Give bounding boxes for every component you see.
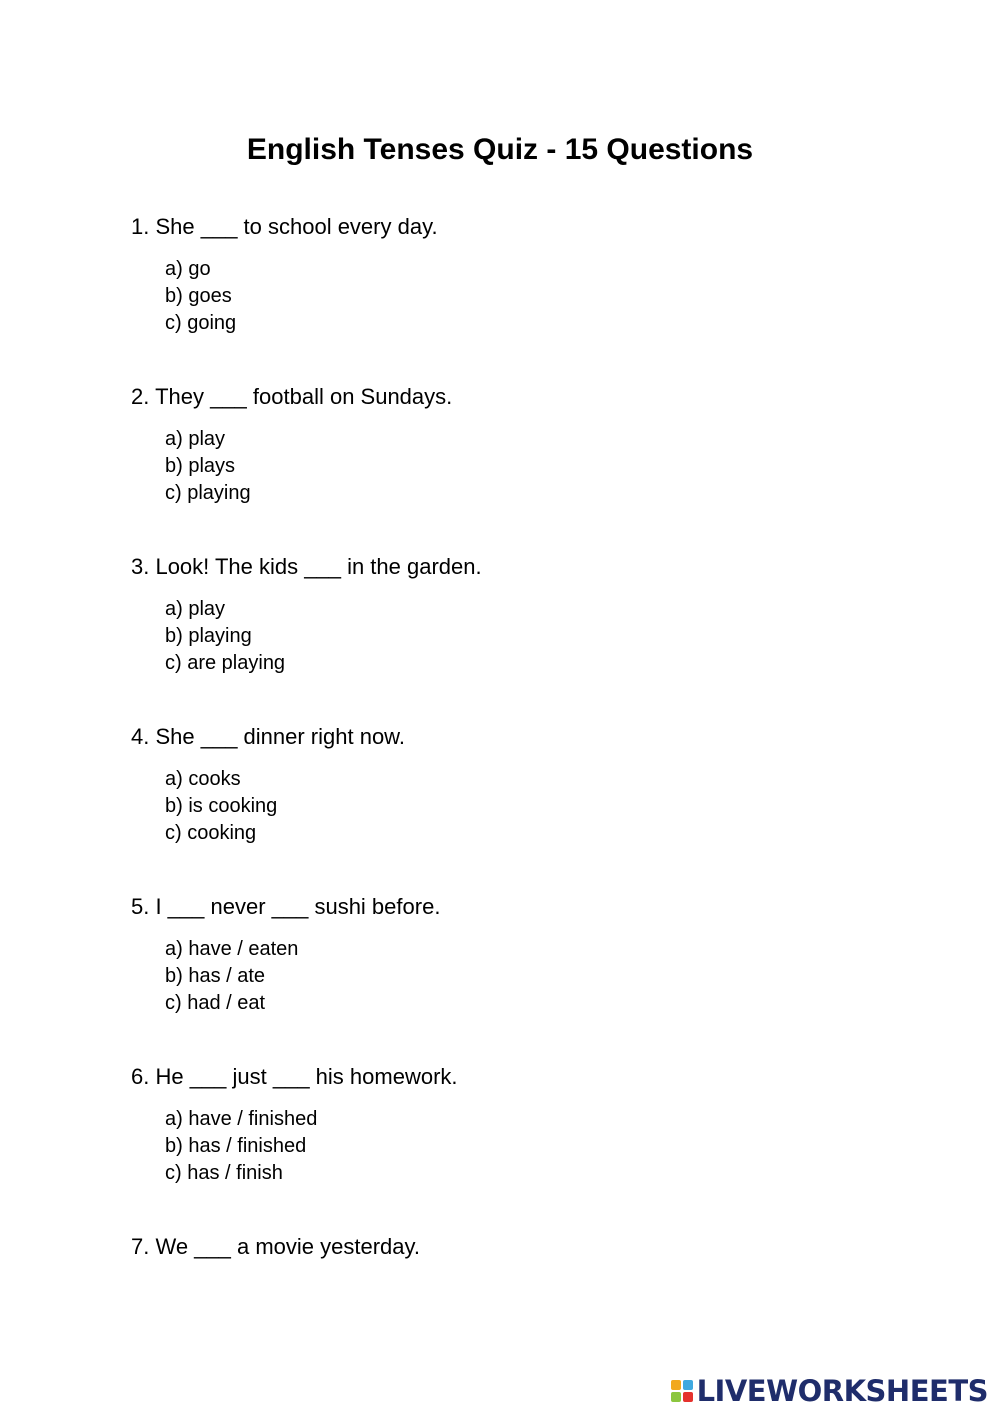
question-text: 2. They ___ football on Sundays.	[131, 384, 453, 409]
question-text: 6. He ___ just ___ his homework.	[131, 1064, 458, 1089]
option-a[interactable]: a) go	[165, 258, 211, 280]
option-a[interactable]: a) play	[165, 598, 226, 620]
option-list	[131, 596, 931, 677]
option-list	[131, 1106, 931, 1187]
question-3	[131, 550, 931, 720]
logo-square-icon	[683, 1392, 693, 1402]
option-list	[131, 426, 931, 507]
option-c[interactable]: c) has / finish	[165, 1162, 283, 1184]
option-b[interactable]: b) has / finished	[165, 1135, 307, 1157]
option-c[interactable]: c) are playing	[165, 652, 286, 674]
option-a[interactable]: a) have / eaten	[165, 938, 299, 960]
question-2	[131, 380, 931, 550]
logo-square-icon	[671, 1392, 681, 1402]
option-b[interactable]: b) is cooking	[165, 795, 278, 817]
option-b[interactable]: b) has / ate	[165, 965, 266, 987]
logo-square-icon	[683, 1380, 693, 1390]
option-list	[131, 766, 931, 847]
question-text: 7. We ___ a movie yesterday.	[131, 1234, 420, 1259]
question-text: 3. Look! The kids ___ in the garden.	[131, 554, 482, 579]
option-a[interactable]: a) cooks	[165, 768, 241, 790]
option-a[interactable]: a) play	[165, 428, 226, 450]
question-list	[131, 210, 931, 1400]
question-5	[131, 890, 931, 1060]
logo-square-icon	[671, 1380, 681, 1390]
option-c[interactable]: c) going	[165, 312, 237, 334]
question-text: 5. I ___ never ___ sushi before.	[131, 894, 441, 919]
option-c[interactable]: c) had / eat	[165, 992, 266, 1014]
logo-text: LIVEWORKSHEETS	[696, 1374, 988, 1408]
question-text: 4. She ___ dinner right now.	[131, 724, 405, 749]
option-list	[131, 256, 931, 337]
option-b[interactable]: b) plays	[165, 455, 236, 477]
option-b[interactable]: b) playing	[165, 625, 252, 647]
question-4	[131, 720, 931, 890]
question-1	[131, 210, 931, 380]
option-c[interactable]: c) playing	[165, 482, 251, 504]
option-a[interactable]: a) have / finished	[165, 1108, 318, 1130]
liveworksheets-logo	[671, 1374, 988, 1408]
option-list	[131, 936, 931, 1017]
option-b[interactable]: b) goes	[165, 285, 232, 307]
question-text: 1. She ___ to school every day.	[131, 214, 438, 239]
liveworksheets-logo-icon	[671, 1380, 693, 1402]
page-title: English Tenses Quiz - 15 Questions	[246, 133, 754, 166]
option-c[interactable]: c) cooking	[165, 822, 257, 844]
question-6	[131, 1060, 931, 1230]
